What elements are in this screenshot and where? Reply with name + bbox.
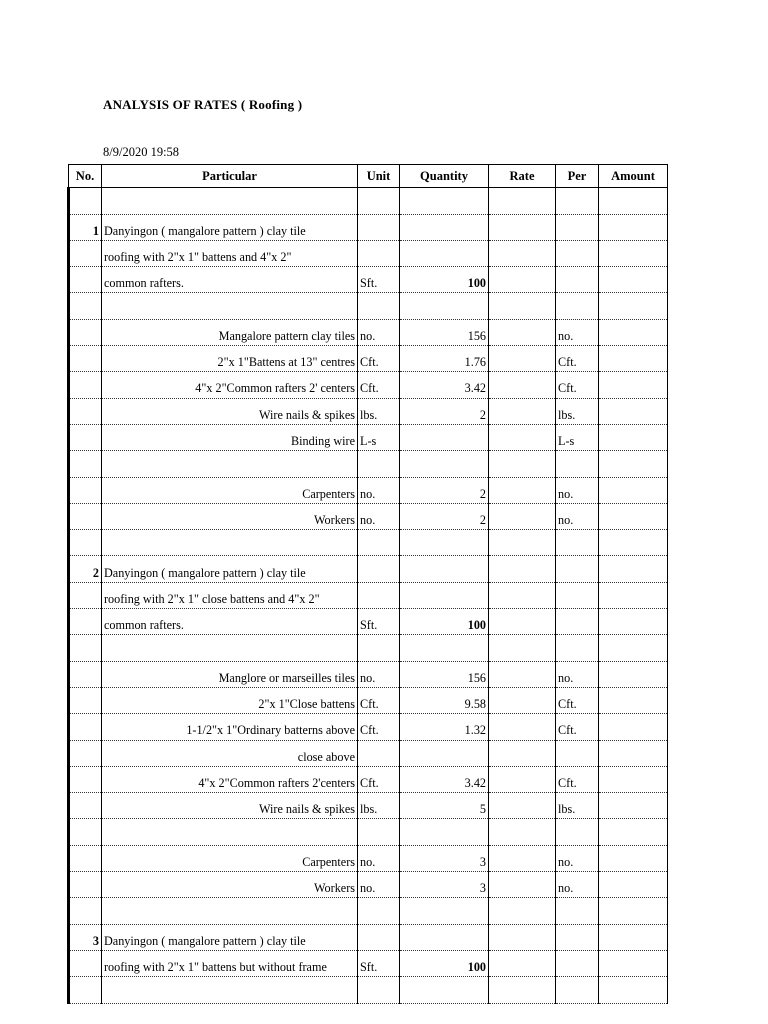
column-header-quantity[interactable]: Quantity [400, 165, 489, 188]
cell-per[interactable] [556, 819, 599, 845]
cell-per[interactable]: Cft. [556, 346, 599, 372]
cell-no[interactable] [69, 477, 102, 503]
cell-rate[interactable] [489, 714, 556, 740]
table-row [69, 556, 668, 582]
cell-particular[interactable] [102, 293, 358, 319]
cell-particular[interactable]: roofing with 2"x 1" battens and 4"x 2" [102, 240, 358, 266]
table-row [69, 845, 668, 871]
cell-no[interactable] [69, 609, 102, 635]
cell-rate[interactable] [489, 214, 556, 240]
cell-unit[interactable]: Cft. [358, 766, 400, 792]
cell-rate[interactable] [489, 872, 556, 898]
cell-rate[interactable] [489, 424, 556, 450]
cell-rate[interactable] [489, 267, 556, 293]
table-row [69, 267, 668, 293]
cell-no[interactable]: 1 [69, 214, 102, 240]
cell-unit[interactable] [358, 977, 400, 1003]
cell-quantity[interactable] [400, 819, 489, 845]
cell-unit[interactable]: lbs. [358, 793, 400, 819]
cell-rate[interactable] [489, 740, 556, 766]
cell-unit[interactable]: no. [358, 845, 400, 871]
table-row [69, 477, 668, 503]
cell-quantity[interactable] [400, 556, 489, 582]
cell-unit[interactable] [358, 582, 400, 608]
cell-unit[interactable] [358, 924, 400, 950]
cell-no[interactable] [69, 793, 102, 819]
cell-rate[interactable] [489, 293, 556, 319]
cell-unit[interactable] [358, 451, 400, 477]
cell-quantity[interactable]: 2 [400, 503, 489, 529]
cell-quantity[interactable]: 100 [400, 267, 489, 293]
cell-per[interactable] [556, 977, 599, 1003]
cell-unit[interactable] [358, 188, 400, 214]
cell-amount[interactable] [599, 188, 668, 214]
cell-particular[interactable]: Carpenters [102, 845, 358, 871]
cell-amount[interactable] [599, 898, 668, 924]
cell-per[interactable]: Cft. [556, 714, 599, 740]
cell-unit[interactable]: Cft. [358, 714, 400, 740]
cell-rate[interactable] [489, 845, 556, 871]
cell-per[interactable] [556, 924, 599, 950]
cell-unit[interactable]: Cft. [358, 372, 400, 398]
cell-unit[interactable]: no. [358, 661, 400, 687]
cell-unit[interactable]: Sft. [358, 950, 400, 976]
cell-quantity[interactable] [400, 424, 489, 450]
cell-quantity[interactable]: 1.76 [400, 346, 489, 372]
cell-unit[interactable] [358, 214, 400, 240]
cell-per[interactable] [556, 530, 599, 556]
cell-rate[interactable] [489, 372, 556, 398]
cell-per[interactable]: L-s [556, 424, 599, 450]
cell-amount[interactable] [599, 214, 668, 240]
cell-particular[interactable]: common rafters. [102, 609, 358, 635]
cell-no[interactable] [69, 740, 102, 766]
cell-amount[interactable] [599, 372, 668, 398]
cell-particular[interactable]: Danyingon ( mangalore pattern ) clay tile [102, 924, 358, 950]
table-row [69, 977, 668, 1003]
cell-quantity[interactable] [400, 188, 489, 214]
cell-quantity[interactable]: 5 [400, 793, 489, 819]
cell-rate[interactable] [489, 451, 556, 477]
cell-no[interactable] [69, 319, 102, 345]
cell-amount[interactable] [599, 819, 668, 845]
cell-per[interactable]: no. [556, 503, 599, 529]
cell-quantity[interactable]: 3.42 [400, 766, 489, 792]
cell-particular[interactable]: close above [102, 740, 358, 766]
cell-no[interactable] [69, 372, 102, 398]
cell-rate[interactable] [489, 950, 556, 976]
cell-quantity[interactable]: 156 [400, 319, 489, 345]
cell-quantity[interactable] [400, 635, 489, 661]
cell-amount[interactable] [599, 687, 668, 713]
cell-amount[interactable] [599, 845, 668, 871]
page-title: ANALYSIS OF RATES ( Roofing ) [103, 97, 303, 112]
cell-particular[interactable]: Binding wire [102, 424, 358, 450]
cell-per[interactable]: Cft. [556, 687, 599, 713]
table-row [69, 293, 668, 319]
cell-rate[interactable] [489, 477, 556, 503]
cell-amount[interactable] [599, 950, 668, 976]
cell-rate[interactable] [489, 240, 556, 266]
cell-quantity[interactable] [400, 214, 489, 240]
cell-particular[interactable] [102, 188, 358, 214]
table-row [69, 793, 668, 819]
cell-quantity[interactable] [400, 530, 489, 556]
cell-per[interactable] [556, 898, 599, 924]
cell-particular[interactable]: Mangalore pattern clay tiles [102, 319, 358, 345]
column-header-amount[interactable]: Amount [599, 165, 668, 188]
cell-particular[interactable] [102, 635, 358, 661]
cell-quantity[interactable] [400, 451, 489, 477]
cell-amount[interactable] [599, 319, 668, 345]
cell-particular[interactable]: 2"x 1"Battens at 13" centres [102, 346, 358, 372]
cell-quantity[interactable]: 3 [400, 845, 489, 871]
cell-per[interactable] [556, 188, 599, 214]
cell-particular[interactable]: Carpenters [102, 477, 358, 503]
cell-rate[interactable] [489, 977, 556, 1003]
table-row [69, 609, 668, 635]
cell-per[interactable] [556, 240, 599, 266]
table-row [69, 503, 668, 529]
cell-unit[interactable]: Sft. [358, 267, 400, 293]
cell-per[interactable] [556, 635, 599, 661]
cell-no[interactable] [69, 819, 102, 845]
cell-per[interactable]: no. [556, 477, 599, 503]
column-header-per[interactable]: Per [556, 165, 599, 188]
column-header-particular[interactable]: Particular [102, 165, 358, 188]
cell-amount[interactable] [599, 582, 668, 608]
cell-quantity[interactable]: 3.42 [400, 372, 489, 398]
cell-no[interactable] [69, 293, 102, 319]
cell-quantity[interactable] [400, 924, 489, 950]
table-row [69, 635, 668, 661]
cell-amount[interactable] [599, 661, 668, 687]
cell-per[interactable]: no. [556, 319, 599, 345]
cell-quantity[interactable]: 100 [400, 950, 489, 976]
table-row [69, 898, 668, 924]
cell-no[interactable] [69, 635, 102, 661]
cell-rate[interactable] [489, 609, 556, 635]
cell-unit[interactable] [358, 240, 400, 266]
cell-unit[interactable]: Cft. [358, 687, 400, 713]
cell-no[interactable] [69, 898, 102, 924]
table-row [69, 319, 668, 345]
cell-rate[interactable] [489, 661, 556, 687]
cell-per[interactable] [556, 609, 599, 635]
table-row [69, 188, 668, 214]
cell-amount[interactable] [599, 451, 668, 477]
table-row [69, 872, 668, 898]
cell-amount[interactable] [599, 740, 668, 766]
cell-amount[interactable] [599, 424, 668, 450]
cell-particular[interactable]: Workers [102, 503, 358, 529]
cell-rate[interactable] [489, 346, 556, 372]
cell-particular[interactable] [102, 898, 358, 924]
cell-no[interactable] [69, 424, 102, 450]
cell-rate[interactable] [489, 924, 556, 950]
table-row [69, 240, 668, 266]
cell-unit[interactable] [358, 293, 400, 319]
cell-quantity[interactable] [400, 582, 489, 608]
cell-no[interactable] [69, 845, 102, 871]
cell-per[interactable] [556, 293, 599, 319]
header-row [69, 165, 668, 188]
cell-amount[interactable] [599, 793, 668, 819]
cell-amount[interactable] [599, 635, 668, 661]
cell-quantity[interactable] [400, 293, 489, 319]
cell-particular[interactable]: Manglore or marseilles tiles [102, 661, 358, 687]
cell-particular[interactable]: 4"x 2"Common rafters 2' centers [102, 372, 358, 398]
cell-no[interactable] [69, 977, 102, 1003]
cell-no[interactable] [69, 240, 102, 266]
cell-particular[interactable]: common rafters. [102, 267, 358, 293]
cell-unit[interactable]: Sft. [358, 609, 400, 635]
cell-quantity[interactable]: 156 [400, 661, 489, 687]
cell-particular[interactable]: 1-1/2"x 1"Ordinary batterns above [102, 714, 358, 740]
table-row [69, 582, 668, 608]
cell-no[interactable] [69, 582, 102, 608]
table-row [69, 214, 668, 240]
cell-unit[interactable] [358, 530, 400, 556]
cell-particular[interactable]: Wire nails & spikes [102, 793, 358, 819]
cell-amount[interactable] [599, 530, 668, 556]
table-row [69, 766, 668, 792]
table-row [69, 661, 668, 687]
cell-per[interactable] [556, 582, 599, 608]
cell-particular[interactable] [102, 451, 358, 477]
cell-no[interactable] [69, 661, 102, 687]
cell-quantity[interactable]: 3 [400, 872, 489, 898]
cell-particular[interactable] [102, 977, 358, 1003]
cell-no[interactable] [69, 714, 102, 740]
cell-rate[interactable] [489, 898, 556, 924]
cell-no[interactable]: 2 [69, 556, 102, 582]
cell-rate[interactable] [489, 635, 556, 661]
cell-no[interactable]: 3 [69, 924, 102, 950]
cell-particular[interactable]: 2"x 1"Close battens [102, 687, 358, 713]
cell-unit[interactable] [358, 898, 400, 924]
table-row [69, 740, 668, 766]
cell-per[interactable] [556, 267, 599, 293]
cell-particular[interactable]: 4"x 2"Common rafters 2'centers [102, 766, 358, 792]
column-header-unit[interactable]: Unit [358, 165, 400, 188]
table-row [69, 950, 668, 976]
cell-amount[interactable] [599, 398, 668, 424]
cell-per[interactable] [556, 950, 599, 976]
cell-particular[interactable]: Danyingon ( mangalore pattern ) clay tile [102, 214, 358, 240]
cell-unit[interactable]: Cft. [358, 346, 400, 372]
cell-amount[interactable] [599, 556, 668, 582]
cell-per[interactable]: Cft. [556, 766, 599, 792]
cell-rate[interactable] [489, 398, 556, 424]
rates-table [67, 164, 668, 1004]
date-stamp: 8/9/2020 19:58 [103, 145, 180, 159]
cell-no[interactable] [69, 267, 102, 293]
cell-rate[interactable] [489, 819, 556, 845]
cell-unit[interactable] [358, 819, 400, 845]
cell-no[interactable] [69, 530, 102, 556]
cell-no[interactable] [69, 950, 102, 976]
cell-particular[interactable]: roofing with 2"x 1" close battens and 4"x 2" [102, 582, 358, 608]
cell-quantity[interactable]: 2 [400, 477, 489, 503]
cell-unit[interactable] [358, 740, 400, 766]
table-row [69, 372, 668, 398]
cell-no[interactable] [69, 687, 102, 713]
cell-per[interactable] [556, 451, 599, 477]
table-row [69, 424, 668, 450]
cell-per[interactable] [556, 556, 599, 582]
cell-amount[interactable] [599, 240, 668, 266]
table-row [69, 451, 668, 477]
cell-unit[interactable]: no. [358, 503, 400, 529]
cell-rate[interactable] [489, 687, 556, 713]
cell-rate[interactable] [489, 793, 556, 819]
cell-particular[interactable]: roofing with 2"x 1" battens but without frame [102, 950, 358, 976]
cell-per[interactable] [556, 740, 599, 766]
cell-unit[interactable]: L-s [358, 424, 400, 450]
cell-rate[interactable] [489, 188, 556, 214]
cell-per[interactable]: no. [556, 872, 599, 898]
table-row [69, 530, 668, 556]
cell-no[interactable] [69, 503, 102, 529]
column-header-no[interactable]: No. [69, 165, 102, 188]
cell-per[interactable]: lbs. [556, 398, 599, 424]
cell-no[interactable] [69, 346, 102, 372]
table-body [69, 188, 668, 1003]
cell-amount[interactable] [599, 872, 668, 898]
cell-amount[interactable] [599, 609, 668, 635]
table-row [69, 819, 668, 845]
cell-quantity[interactable] [400, 240, 489, 266]
cell-no[interactable] [69, 188, 102, 214]
cell-no[interactable] [69, 766, 102, 792]
cell-amount[interactable] [599, 977, 668, 1003]
cell-amount[interactable] [599, 924, 668, 950]
cell-quantity[interactable] [400, 898, 489, 924]
table-row [69, 714, 668, 740]
cell-unit[interactable]: no. [358, 477, 400, 503]
cell-rate[interactable] [489, 766, 556, 792]
cell-quantity[interactable] [400, 977, 489, 1003]
cell-particular[interactable]: Wire nails & spikes [102, 398, 358, 424]
cell-quantity[interactable]: 9.58 [400, 687, 489, 713]
cell-amount[interactable] [599, 293, 668, 319]
table-row [69, 687, 668, 713]
cell-rate[interactable] [489, 319, 556, 345]
table-row [69, 924, 668, 950]
cell-amount[interactable] [599, 766, 668, 792]
cell-unit[interactable] [358, 556, 400, 582]
cell-no[interactable] [69, 398, 102, 424]
table-row [69, 346, 668, 372]
cell-no[interactable] [69, 451, 102, 477]
cell-amount[interactable] [599, 714, 668, 740]
cell-per[interactable]: Cft. [556, 372, 599, 398]
cell-amount[interactable] [599, 477, 668, 503]
cell-per[interactable]: no. [556, 845, 599, 871]
cell-rate[interactable] [489, 530, 556, 556]
cell-unit[interactable] [358, 635, 400, 661]
cell-no[interactable] [69, 872, 102, 898]
cell-rate[interactable] [489, 556, 556, 582]
cell-particular[interactable]: Workers [102, 872, 358, 898]
table-row [69, 398, 668, 424]
cell-particular[interactable]: Danyingon ( mangalore pattern ) clay tile [102, 556, 358, 582]
cell-per[interactable]: lbs. [556, 793, 599, 819]
cell-unit[interactable]: no. [358, 872, 400, 898]
cell-particular[interactable] [102, 530, 358, 556]
cell-quantity[interactable] [400, 740, 489, 766]
cell-rate[interactable] [489, 582, 556, 608]
cell-amount[interactable] [599, 267, 668, 293]
cell-quantity[interactable]: 100 [400, 609, 489, 635]
cell-amount[interactable] [599, 503, 668, 529]
cell-unit[interactable]: lbs. [358, 398, 400, 424]
cell-quantity[interactable]: 2 [400, 398, 489, 424]
cell-per[interactable]: no. [556, 661, 599, 687]
cell-particular[interactable] [102, 819, 358, 845]
cell-quantity[interactable]: 1.32 [400, 714, 489, 740]
cell-amount[interactable] [599, 346, 668, 372]
cell-unit[interactable]: no. [358, 319, 400, 345]
cell-per[interactable] [556, 214, 599, 240]
column-header-rate[interactable]: Rate [489, 165, 556, 188]
cell-rate[interactable] [489, 503, 556, 529]
